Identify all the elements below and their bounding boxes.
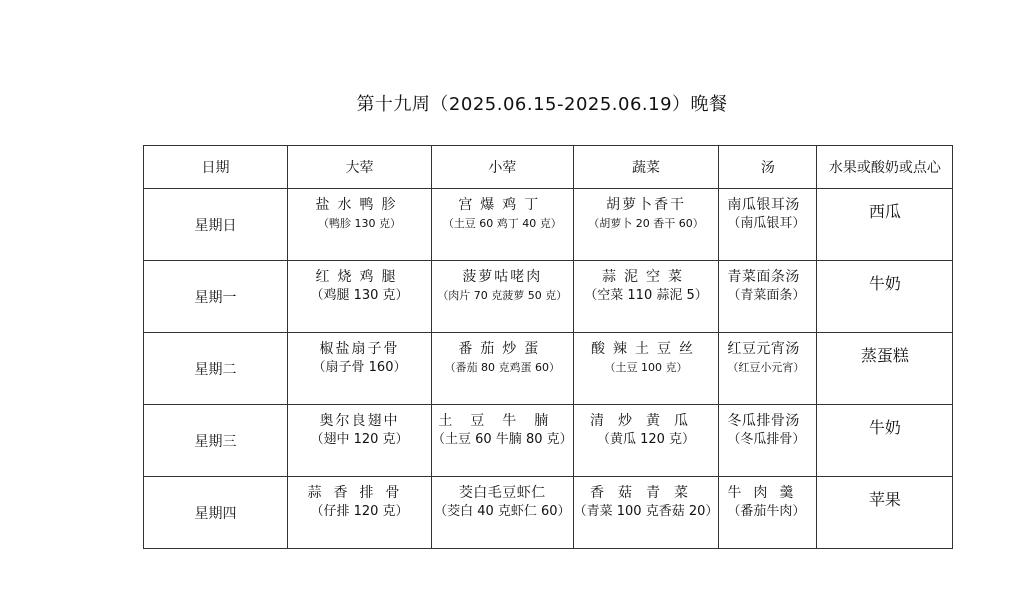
main-dish-name: 红烧鸡腿: [315, 269, 404, 285]
vegetable-name: 清炒黄瓜: [590, 413, 702, 429]
side-dish-cell: [432, 477, 574, 549]
main-dish-cell: [288, 477, 432, 549]
vegetable-name: 酸辣土豆丝: [591, 341, 701, 357]
soup-name: 青菜面条汤: [727, 269, 800, 285]
side-dish-name: 宫爆鸡丁: [458, 197, 547, 213]
vegetable-name: 蒜泥空菜: [602, 269, 690, 285]
fruit-cell: 苹果: [817, 477, 953, 549]
side-dish-detail: （茭白 40 克虾仁 60）: [434, 504, 571, 519]
fruit-cell: 蒸蛋糕: [817, 333, 953, 405]
fruit-cell: 牛奶: [817, 405, 953, 477]
vegetable-cell: [573, 477, 719, 549]
main-dish-detail: （鸡腿 130 克）: [310, 288, 409, 303]
main-dish-name: 盐水鸭胗: [315, 197, 404, 213]
main-dish-name: 椒盐扇子骨: [319, 341, 400, 357]
side-dish-detail: （番茄 80 克鸡蛋 60）: [444, 361, 561, 374]
main-dish-detail: （翅中 120 克）: [310, 432, 409, 447]
side-dish-detail: （土豆 60 牛腩 80 克）: [432, 432, 573, 447]
soup-name: 南瓜银耳汤: [727, 197, 800, 213]
main-dish-detail: （仔排 120 克）: [310, 504, 409, 519]
soup-detail: （青菜面条）: [727, 288, 806, 303]
day-label: 星期二: [144, 333, 288, 405]
side-dish-name: 土豆牛腩: [438, 413, 567, 429]
fruit-cell: 牛奶: [817, 261, 953, 333]
day-label: 星期一: [144, 261, 288, 333]
vegetable-detail: （空菜 110 蒜泥 5）: [584, 288, 708, 303]
main-dish-cell: [288, 405, 432, 477]
vegetable-cell: [573, 261, 719, 333]
day-label: 星期四: [144, 477, 288, 549]
day-label: 星期三: [144, 405, 288, 477]
header-soup: 汤: [719, 146, 817, 189]
fruit-cell: 西瓜: [817, 189, 953, 261]
main-dish-cell: [288, 189, 432, 261]
soup-cell: [719, 405, 817, 477]
soup-detail: （南瓜银耳）: [727, 216, 806, 231]
soup-cell: [719, 333, 817, 405]
vegetable-name: 胡萝卜香干: [606, 197, 686, 213]
side-dish-name: 番茄炒蛋: [458, 341, 547, 357]
side-dish-cell: [432, 405, 574, 477]
header-date: 日期: [144, 146, 288, 189]
soup-cell: [719, 189, 817, 261]
menu-table: [143, 145, 953, 549]
header-main-dish: 大荤: [288, 146, 432, 189]
side-dish-detail: （肉片 70 克菠萝 50 克）: [437, 289, 568, 302]
table-header-row: [144, 146, 953, 189]
side-dish-detail: （土豆 60 鸡丁 40 克）: [442, 217, 562, 230]
soup-cell: [719, 477, 817, 549]
soup-detail: （红豆小元宵）: [727, 361, 805, 374]
vegetable-detail: （青菜 100 克香菇 20）: [573, 504, 719, 519]
day-label: 星期日: [144, 189, 288, 261]
table-row: [144, 261, 953, 333]
soup-name: 冬瓜排骨汤: [727, 413, 800, 429]
table-row: [144, 189, 953, 261]
soup-name: 红豆元宵汤: [727, 341, 800, 357]
header-fruit: 水果或酸奶或点心: [817, 146, 953, 189]
side-dish-cell: [432, 261, 574, 333]
header-side-dish: 小荤: [432, 146, 574, 189]
vegetable-cell: [573, 189, 719, 261]
vegetable-cell: [573, 405, 719, 477]
main-dish-detail: （扇子骨 160）: [312, 360, 407, 375]
side-dish-name: 菠萝咕咾肉: [462, 269, 543, 285]
main-dish-detail: （鸭胗 130 克）: [318, 217, 401, 230]
table-row: [144, 477, 953, 549]
vegetable-detail: （黄瓜 120 克）: [596, 432, 696, 447]
main-dish-cell: [288, 261, 432, 333]
header-vegetable: 蔬菜: [573, 146, 719, 189]
soup-cell: [719, 261, 817, 333]
soup-detail: （番茄牛肉）: [727, 504, 806, 519]
table-row: [144, 333, 953, 405]
main-dish-name: 奥尔良翅中: [319, 413, 400, 429]
vegetable-cell: [573, 333, 719, 405]
side-dish-cell: [432, 189, 574, 261]
table-row: [144, 405, 953, 477]
vegetable-name: 香菇青菜: [590, 485, 702, 501]
page-title: 第十九周（2025.06.15-2025.06.19）晚餐: [356, 94, 728, 115]
vegetable-detail: （胡萝卜 20 香干 60）: [588, 217, 704, 230]
main-dish-name: 蒜香排骨: [307, 485, 412, 501]
vegetable-detail: （土豆 100 克）: [604, 361, 688, 374]
soup-name: 牛肉羹: [727, 485, 806, 501]
soup-detail: （冬瓜排骨）: [727, 432, 806, 447]
side-dish-cell: [432, 333, 574, 405]
side-dish-name: 茭白毛豆虾仁: [458, 485, 546, 501]
main-dish-cell: [288, 333, 432, 405]
